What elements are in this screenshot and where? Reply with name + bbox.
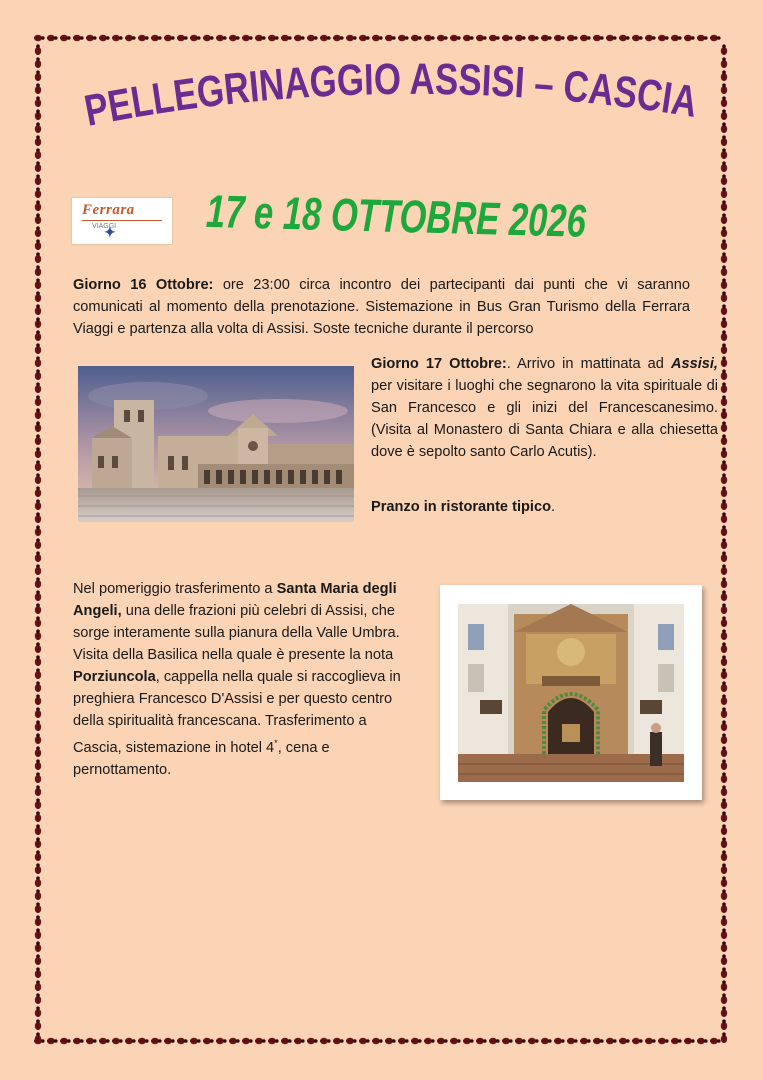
border-ornament-icon <box>721 915 727 926</box>
border-ornament-icon <box>593 1038 604 1044</box>
border-ornament-icon <box>35 811 41 822</box>
border-ornament-icon <box>203 1038 214 1044</box>
border-ornament-icon <box>489 1038 500 1044</box>
border-ornament-icon <box>463 35 474 41</box>
border-ornament-icon <box>60 35 71 41</box>
border-ornament-icon <box>35 122 41 133</box>
porziuncola: Porziuncola <box>73 669 156 685</box>
border-ornament-icon <box>580 35 591 41</box>
border-ornament-icon <box>721 83 727 94</box>
afternoon-paragraph: Nel pomeriggio trasferimento a Santa Maria degli Angeli, una delle frazioni più celebri di Assisi, che sorge interamente sulla pianura della Valle Umbra. Visita della Basilica nella quale è presente la nota Porziuncola, cappella nella quale si raccoglieva in preghiera Francesco D'Assisi e per questo centro della spiritualità francescana. Trasferimento a Cascia, sistemazione in hotel 4*, cena e pernottamento. <box>73 581 401 778</box>
border-ornament-icon <box>190 35 201 41</box>
border-ornament-icon <box>658 1038 669 1044</box>
border-ornament-icon <box>35 551 41 562</box>
border-ornament-icon <box>294 1038 305 1044</box>
border-ornament-icon <box>35 772 41 783</box>
border-ornament-icon <box>476 35 487 41</box>
border-ornament-icon <box>567 35 578 41</box>
border-ornament-icon <box>721 239 727 250</box>
border-ornament-icon <box>138 35 149 41</box>
border-ornament-icon <box>35 148 41 159</box>
border-ornament-icon <box>35 863 41 874</box>
border-ornament-icon <box>35 343 41 354</box>
border-ornament-icon <box>35 876 41 887</box>
border-ornament-icon <box>721 200 727 211</box>
border-ornament-icon <box>35 928 41 939</box>
border-ornament-icon <box>721 330 727 341</box>
border-ornament-icon <box>294 35 305 41</box>
border-ornament-icon <box>721 720 727 731</box>
border-ornament-icon <box>190 1038 201 1044</box>
border-ornament-icon <box>645 1038 656 1044</box>
border-ornament-icon <box>35 720 41 731</box>
border-ornament-icon <box>35 70 41 81</box>
svg-text:17 e 18 OTTOBRE 2026: 17 e 18 OTTOBRE 2026 <box>205 184 712 251</box>
border-ornament-icon <box>721 343 727 354</box>
border-ornament-icon <box>35 135 41 146</box>
border-ornament-icon <box>112 35 123 41</box>
border-ornament-icon <box>164 1038 175 1044</box>
border-ornament-icon <box>35 759 41 770</box>
border-ornament-icon <box>721 265 727 276</box>
border-ornament-icon <box>35 681 41 692</box>
border-ornament-icon <box>372 1038 383 1044</box>
border-ornament-icon <box>721 642 727 653</box>
border-ornament-icon <box>554 35 565 41</box>
border-ornament-icon <box>721 655 727 666</box>
border-ornament-icon <box>35 655 41 666</box>
border-ornament-icon <box>721 954 727 965</box>
border-ornament-icon <box>125 35 136 41</box>
border-ornament-icon <box>619 35 630 41</box>
border-ornament-icon <box>35 1019 41 1030</box>
border-ornament-icon <box>35 369 41 380</box>
border-ornament-icon <box>721 863 727 874</box>
border-ornament-icon <box>35 668 41 679</box>
border-ornament-icon <box>437 1038 448 1044</box>
assisi-basilica-photo <box>78 366 354 522</box>
border-ornament-icon <box>35 473 41 484</box>
border-ornament-icon <box>476 1038 487 1044</box>
border-ornament-icon <box>721 616 727 627</box>
border-ornament-icon <box>411 1038 422 1044</box>
border-ornament-icon <box>721 252 727 263</box>
border-ornament-icon <box>606 35 617 41</box>
border-ornament-icon <box>619 1038 630 1044</box>
border-ornament-icon <box>424 1038 435 1044</box>
border-ornament-icon <box>35 837 41 848</box>
border-ornament-icon <box>721 187 727 198</box>
border-ornament-icon <box>721 122 727 133</box>
border-ornament-icon <box>359 1038 370 1044</box>
border-ornament-icon <box>721 577 727 588</box>
border-ornament-icon <box>35 538 41 549</box>
border-ornament-icon <box>35 317 41 328</box>
border-ornament-icon <box>721 57 727 68</box>
day17-label: Giorno 17 Ottobre: <box>371 356 507 372</box>
border-ornament-icon <box>35 915 41 926</box>
border-ornament-icon <box>60 1038 71 1044</box>
border-ornament-icon <box>35 798 41 809</box>
border-ornament-icon <box>721 109 727 120</box>
border-ornament-icon <box>177 35 188 41</box>
border-ornament-icon <box>177 1038 188 1044</box>
border-ornament-icon <box>35 330 41 341</box>
border-ornament-icon <box>151 35 162 41</box>
border-ornament-icon <box>35 694 41 705</box>
border-ornament-icon <box>684 1038 695 1044</box>
border-ornament-icon <box>721 304 727 315</box>
logo-text: Ferrara <box>82 202 135 218</box>
border-ornament-icon <box>34 35 45 41</box>
border-ornament-icon <box>35 421 41 432</box>
logo-tagline: VIAGGI <box>92 223 117 230</box>
border-ornament-icon <box>216 35 227 41</box>
border-ornament-icon <box>35 980 41 991</box>
border-ornament-icon <box>721 291 727 302</box>
border-ornament-icon <box>541 1038 552 1044</box>
border-ornament-icon <box>35 57 41 68</box>
border-ornament-icon <box>35 434 41 445</box>
border-ornament-icon <box>35 174 41 185</box>
border-ornament-icon <box>86 1038 97 1044</box>
border-ornament-icon <box>721 460 727 471</box>
border-ornament-icon <box>333 35 344 41</box>
border-ornament-icon <box>281 1038 292 1044</box>
border-ornament-icon <box>721 486 727 497</box>
border-ornament-icon <box>721 785 727 796</box>
lunch-line: Pranzo in ristorante tipico. <box>371 499 556 515</box>
border-ornament-icon <box>320 1038 331 1044</box>
border-ornament-icon <box>721 941 727 952</box>
border-ornament-icon <box>398 1038 409 1044</box>
border-ornament-icon <box>721 44 727 55</box>
border-ornament-icon <box>632 35 643 41</box>
border-ornament-icon <box>710 35 721 41</box>
border-ornament-icon <box>35 889 41 900</box>
border-ornament-icon <box>721 382 727 393</box>
day16-text: ore 23:00 circa incontro dei partecipanti dai punti che vi saranno comunicati al momento della prenotazione. Sistemazione in Bus Gran Turismo della Ferrara Viaggi e partenza alla volta di Assisi. Soste tecniche durante il percorso <box>73 277 690 337</box>
border-ornament-icon <box>721 681 727 692</box>
border-ornament-icon <box>437 35 448 41</box>
border-ornament-icon <box>35 447 41 458</box>
border-ornament-icon <box>268 35 279 41</box>
border-ornament-icon <box>721 746 727 757</box>
border-ornament-icon <box>721 850 727 861</box>
border-ornament-icon <box>721 707 727 718</box>
border-ornament-icon <box>333 1038 344 1044</box>
border-ornament-icon <box>502 35 513 41</box>
border-ornament-icon <box>632 1038 643 1044</box>
border-ornament-icon <box>721 967 727 978</box>
santa-maria-angeli: Santa Maria degli Angeli, <box>73 581 397 619</box>
border-ornament-icon <box>554 1038 565 1044</box>
border-ornament-icon <box>216 1038 227 1044</box>
border-ornament-icon <box>721 421 727 432</box>
border-ornament-icon <box>307 1038 318 1044</box>
border-ornament-icon <box>697 35 708 41</box>
border-ornament-icon <box>35 252 41 263</box>
assisi-city: Assisi, <box>670 356 718 372</box>
ferrara-viaggi-logo <box>72 198 172 244</box>
border-ornament-icon <box>35 707 41 718</box>
logo-mark-icon: ✦ <box>104 226 116 241</box>
border-ornament-icon <box>229 35 240 41</box>
border-ornament-icon <box>86 35 97 41</box>
border-ornament-icon <box>372 35 383 41</box>
border-ornament-icon <box>35 96 41 107</box>
border-ornament-icon <box>721 317 727 328</box>
border-ornament-icon <box>35 629 41 640</box>
border-ornament-icon <box>721 837 727 848</box>
border-ornament-icon <box>35 616 41 627</box>
porziuncola-photo <box>458 604 684 782</box>
border-ornament-icon <box>35 226 41 237</box>
border-ornament-icon <box>281 35 292 41</box>
border-ornament-icon <box>721 889 727 900</box>
border-ornament-icon <box>721 174 727 185</box>
border-ornament-icon <box>35 356 41 367</box>
border-ornament-icon <box>721 668 727 679</box>
border-ornament-icon <box>47 35 58 41</box>
event-date <box>200 180 712 251</box>
border-ornament-icon <box>541 35 552 41</box>
border-ornament-icon <box>528 35 539 41</box>
border-ornament-icon <box>606 1038 617 1044</box>
border-ornament-icon <box>385 35 396 41</box>
border-ornament-icon <box>35 525 41 536</box>
border-ornament-icon <box>35 291 41 302</box>
border-ornament-icon <box>580 1038 591 1044</box>
border-ornament-icon <box>35 44 41 55</box>
border-ornament-icon <box>35 785 41 796</box>
border-ornament-icon <box>721 356 727 367</box>
border-ornament-icon <box>35 941 41 952</box>
border-ornament-icon <box>268 1038 279 1044</box>
border-ornament-icon <box>203 35 214 41</box>
border-ornament-icon <box>35 499 41 510</box>
border-ornament-icon <box>721 694 727 705</box>
border-ornament-icon <box>346 1038 357 1044</box>
border-ornament-icon <box>721 564 727 575</box>
border-ornament-icon <box>35 460 41 471</box>
border-ornament-icon <box>35 486 41 497</box>
border-ornament-icon <box>721 226 727 237</box>
border-ornament-icon <box>645 35 656 41</box>
border-ornament-icon <box>35 408 41 419</box>
porziuncola-photo-frame <box>440 585 702 800</box>
border-ornament-icon <box>721 96 727 107</box>
border-ornament-icon <box>721 733 727 744</box>
border-ornament-icon <box>35 200 41 211</box>
border-ornament-icon <box>721 408 727 419</box>
border-ornament-icon <box>35 161 41 172</box>
border-ornament-icon <box>721 1032 727 1043</box>
border-ornament-icon <box>721 473 727 484</box>
border-ornament-icon <box>35 733 41 744</box>
border-ornament-icon <box>721 525 727 536</box>
border-ornament-icon <box>721 629 727 640</box>
border-ornament-icon <box>73 1038 84 1044</box>
border-ornament-icon <box>35 824 41 835</box>
border-ornament-icon <box>671 1038 682 1044</box>
border-ornament-icon <box>35 577 41 588</box>
border-ornament-icon <box>721 161 727 172</box>
border-ornament-icon <box>721 1006 727 1017</box>
border-ornament-icon <box>138 1038 149 1044</box>
border-ornament-icon <box>35 109 41 120</box>
border-ornament-icon <box>99 35 110 41</box>
border-ornament-icon <box>242 1038 253 1044</box>
border-ornament-icon <box>463 1038 474 1044</box>
border-ornament-icon <box>697 1038 708 1044</box>
border-ornament-icon <box>710 1038 721 1044</box>
border-ornament-icon <box>721 1019 727 1030</box>
border-ornament-icon <box>35 304 41 315</box>
border-ornament-icon <box>515 35 526 41</box>
border-ornament-icon <box>721 395 727 406</box>
border-ornament-icon <box>35 642 41 653</box>
border-ornament-icon <box>151 1038 162 1044</box>
border-ornament-icon <box>164 35 175 41</box>
border-ornament-icon <box>35 83 41 94</box>
border-ornament-icon <box>35 954 41 965</box>
border-ornament-icon <box>424 35 435 41</box>
border-ornament-icon <box>47 1038 58 1044</box>
border-ornament-icon <box>255 1038 266 1044</box>
border-ornament-icon <box>450 35 461 41</box>
border-ornament-icon <box>721 993 727 1004</box>
border-ornament-icon <box>35 564 41 575</box>
border-ornament-icon <box>721 369 727 380</box>
border-ornament-icon <box>721 70 727 81</box>
page-title <box>60 56 720 146</box>
border-ornament-icon <box>684 35 695 41</box>
border-ornament-icon <box>721 590 727 601</box>
border-ornament-icon <box>721 447 727 458</box>
border-ornament-icon <box>35 278 41 289</box>
border-ornament-icon <box>35 590 41 601</box>
border-ornament-icon <box>721 759 727 770</box>
border-ornament-icon <box>721 551 727 562</box>
border-ornament-icon <box>721 824 727 835</box>
day16-paragraph <box>73 274 690 340</box>
border-ornament-icon <box>35 382 41 393</box>
border-ornament-icon <box>398 35 409 41</box>
border-ornament-icon <box>721 213 727 224</box>
border-ornament-icon <box>411 35 422 41</box>
border-ornament-icon <box>35 993 41 1004</box>
border-ornament-icon <box>721 980 727 991</box>
border-ornament-icon <box>721 928 727 939</box>
border-ornament-icon <box>35 603 41 614</box>
border-ornament-icon <box>515 1038 526 1044</box>
day17-paragraph: Giorno 17 Ottobre:. Arrivo in mattinata ad Assisi, per visitare i luoghi che segnarono la vita spirituale di San Francesco e gli inizi del Francescanesimo. (Visita al Monastero di Santa Chiara e alla chiesetta dove è sepolto santo Carlo Acutis). <box>371 356 718 460</box>
border-ornament-icon <box>593 35 604 41</box>
border-ornament-icon <box>112 1038 123 1044</box>
border-ornament-icon <box>229 1038 240 1044</box>
border-ornament-icon <box>721 902 727 913</box>
border-ornament-icon <box>35 746 41 757</box>
border-ornament-icon <box>35 850 41 861</box>
border-ornament-icon <box>721 876 727 887</box>
border-ornament-icon <box>450 1038 461 1044</box>
border-ornament-icon <box>528 1038 539 1044</box>
border-ornament-icon <box>35 395 41 406</box>
border-ornament-icon <box>721 772 727 783</box>
border-ornament-icon <box>359 35 370 41</box>
border-ornament-icon <box>721 499 727 510</box>
border-ornament-icon <box>346 35 357 41</box>
border-ornament-icon <box>307 35 318 41</box>
border-ornament-icon <box>125 1038 136 1044</box>
border-ornament-icon <box>35 187 41 198</box>
border-ornament-icon <box>721 512 727 523</box>
border-ornament-icon <box>35 902 41 913</box>
svg-text:PELLEGRINAGGIO ASSISI – CASCIA: PELLEGRINAGGIO ASSISI – CASCIA <box>80 56 708 136</box>
border-ornament-icon <box>721 811 727 822</box>
border-ornament-icon <box>721 538 727 549</box>
border-ornament-icon <box>489 35 500 41</box>
border-ornament-icon <box>671 35 682 41</box>
day16-label: Giorno 16 Ottobre: <box>73 277 214 293</box>
border-ornament-icon <box>502 1038 513 1044</box>
border-ornament-icon <box>721 148 727 159</box>
border-ornament-icon <box>35 1032 41 1043</box>
border-ornament-icon <box>35 512 41 523</box>
border-ornament-icon <box>242 35 253 41</box>
border-ornament-icon <box>721 135 727 146</box>
border-ornament-icon <box>567 1038 578 1044</box>
border-ornament-icon <box>255 35 266 41</box>
border-ornament-icon <box>721 798 727 809</box>
border-ornament-icon <box>35 1006 41 1017</box>
border-ornament-icon <box>35 967 41 978</box>
border-ornament-icon <box>73 35 84 41</box>
border-ornament-icon <box>721 434 727 445</box>
border-ornament-icon <box>35 239 41 250</box>
border-ornament-icon <box>658 35 669 41</box>
border-ornament-icon <box>35 213 41 224</box>
border-ornament-icon <box>721 603 727 614</box>
border-ornament-icon <box>99 1038 110 1044</box>
border-ornament-icon <box>320 35 331 41</box>
border-ornament-icon <box>721 278 727 289</box>
border-ornament-icon <box>385 1038 396 1044</box>
border-ornament-icon <box>35 265 41 276</box>
